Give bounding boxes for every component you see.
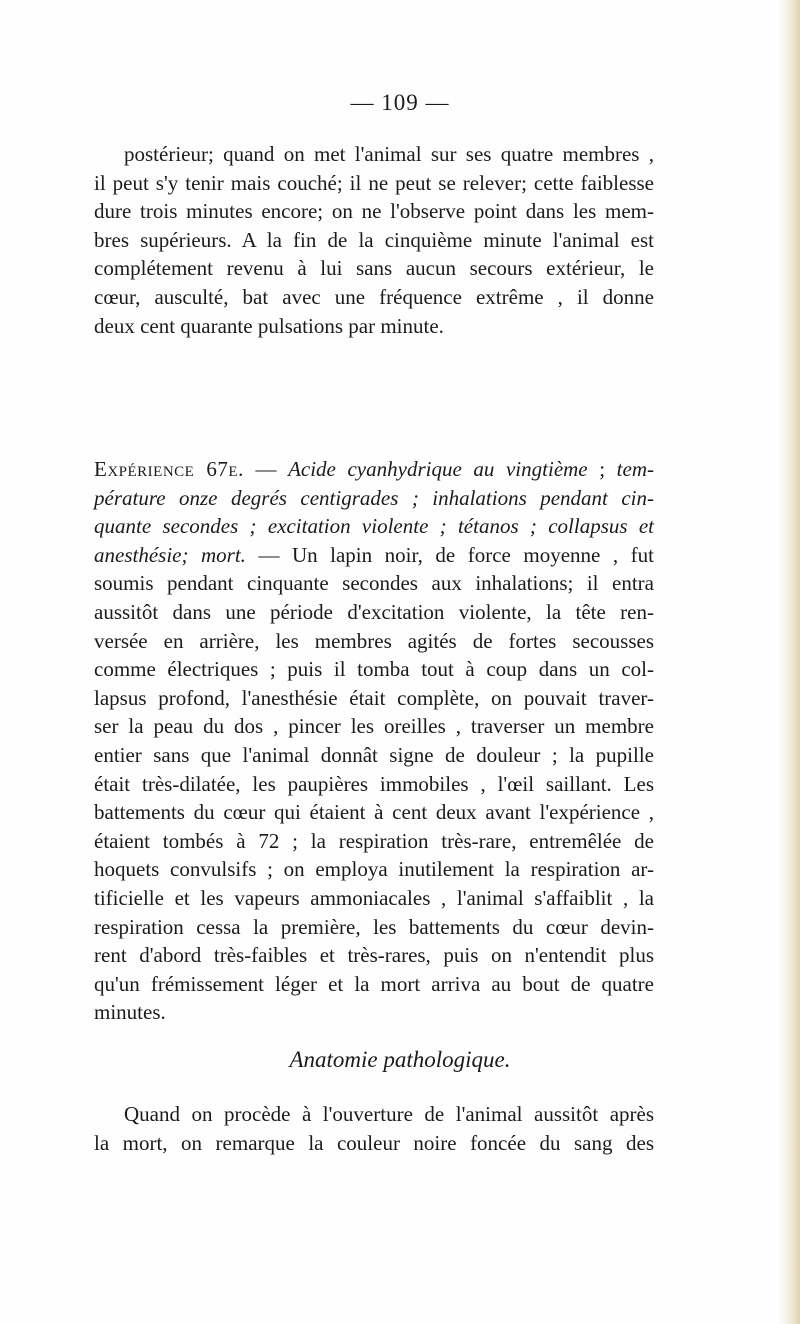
experience-label: Expérience 67e. <box>94 457 244 481</box>
text-line: versée en arrière, les membres agités de fortes secousses <box>94 628 654 653</box>
paragraph-experience-67 <box>94 455 654 1027</box>
experience-heading-line <box>94 455 654 484</box>
text-line <box>94 541 654 570</box>
paragraph-3 <box>94 1100 654 1157</box>
text-line: quante secondes ; excitation violente ; tétanos ; collapsus et <box>94 514 654 539</box>
text-line: complétement revenu à lui sans aucun secours extérieur, le <box>94 256 654 281</box>
text-line: rent d'abord très-faibles et très-rares, puis on n'entendit plus <box>94 943 654 968</box>
paragraph-1 <box>94 140 654 340</box>
text-line: ser la peau du dos , pincer les oreilles , traverser un membre <box>94 714 654 739</box>
text-line: respiration cessa la première, les battements du cœur devin- <box>94 914 654 939</box>
text-line: dure trois minutes encore; on ne l'observe point dans les mem- <box>94 199 654 224</box>
text-line: qu'un frémissement léger et la mort arriva au bout de quatre <box>94 971 654 996</box>
dash: — <box>243 457 289 481</box>
text-line: bres supérieurs. A la fin de la cinquième minute l'animal est <box>94 227 654 252</box>
experience-title-end: anesthésie; mort. <box>94 542 246 567</box>
page-edge-shading <box>778 0 800 1324</box>
text-line: tificielle et les vapeurs ammoniacales , l'animal s'affaiblit , la <box>94 885 654 910</box>
text-line: battements du cœur qui étaient à cent deux avant l'expérience , <box>94 800 654 825</box>
separator: ; <box>587 457 617 481</box>
text-line: postérieur; quand on met l'animal sur ses quatre membres , <box>124 142 654 166</box>
experience-title: Acide cyanhydrique au vingtième <box>288 457 588 481</box>
text-line: était très-dilatée, les paupières immobiles , l'œil saillant. Les <box>94 771 654 796</box>
text-line: pérature onze degrés centigrades ; inhalations pendant cin- <box>94 485 654 510</box>
text-line: Quand on procède à l'ouverture de l'animal aussitôt après <box>124 1102 654 1126</box>
text-line: étaient tombés à 72 ; la respiration très-rare, entremêlée de <box>94 828 654 853</box>
section-heading: Anatomie pathologique. <box>289 1047 511 1072</box>
text-line: hoquets convulsifs ; on employa inutilement la respiration ar- <box>94 857 654 882</box>
text-line: comme électriques ; puis il tomba tout à coup dans un col- <box>94 657 654 682</box>
text-line: entier sans que l'animal donnât signe de douleur ; la pupille <box>94 742 654 767</box>
page-number: — 109 — <box>350 90 450 115</box>
text-line: cœur, ausculté, bat avec une fréquence extrême , il donne <box>94 284 654 309</box>
text-line: aussitôt dans une période d'excitation violente, la tête ren- <box>94 599 654 624</box>
text-line: il peut s'y tenir mais couché; il ne peut se relever; cette faiblesse <box>94 170 654 195</box>
text-line: minutes. <box>94 1000 166 1025</box>
text-line: soumis pendant cinquante secondes aux inhalations; il entra <box>94 571 654 596</box>
text-line: deux cent quarante pulsations par minute. <box>94 313 444 338</box>
text-fragment: — Un lapin noir, de force moyenne , fut <box>245 542 654 567</box>
text-line: la mort, on remarque la couleur noire foncée du sang des <box>94 1130 654 1155</box>
text-line: lapsus profond, l'anesthésie était complète, on pouvait traver- <box>94 685 654 710</box>
experience-title-cont: tem- <box>616 457 654 481</box>
